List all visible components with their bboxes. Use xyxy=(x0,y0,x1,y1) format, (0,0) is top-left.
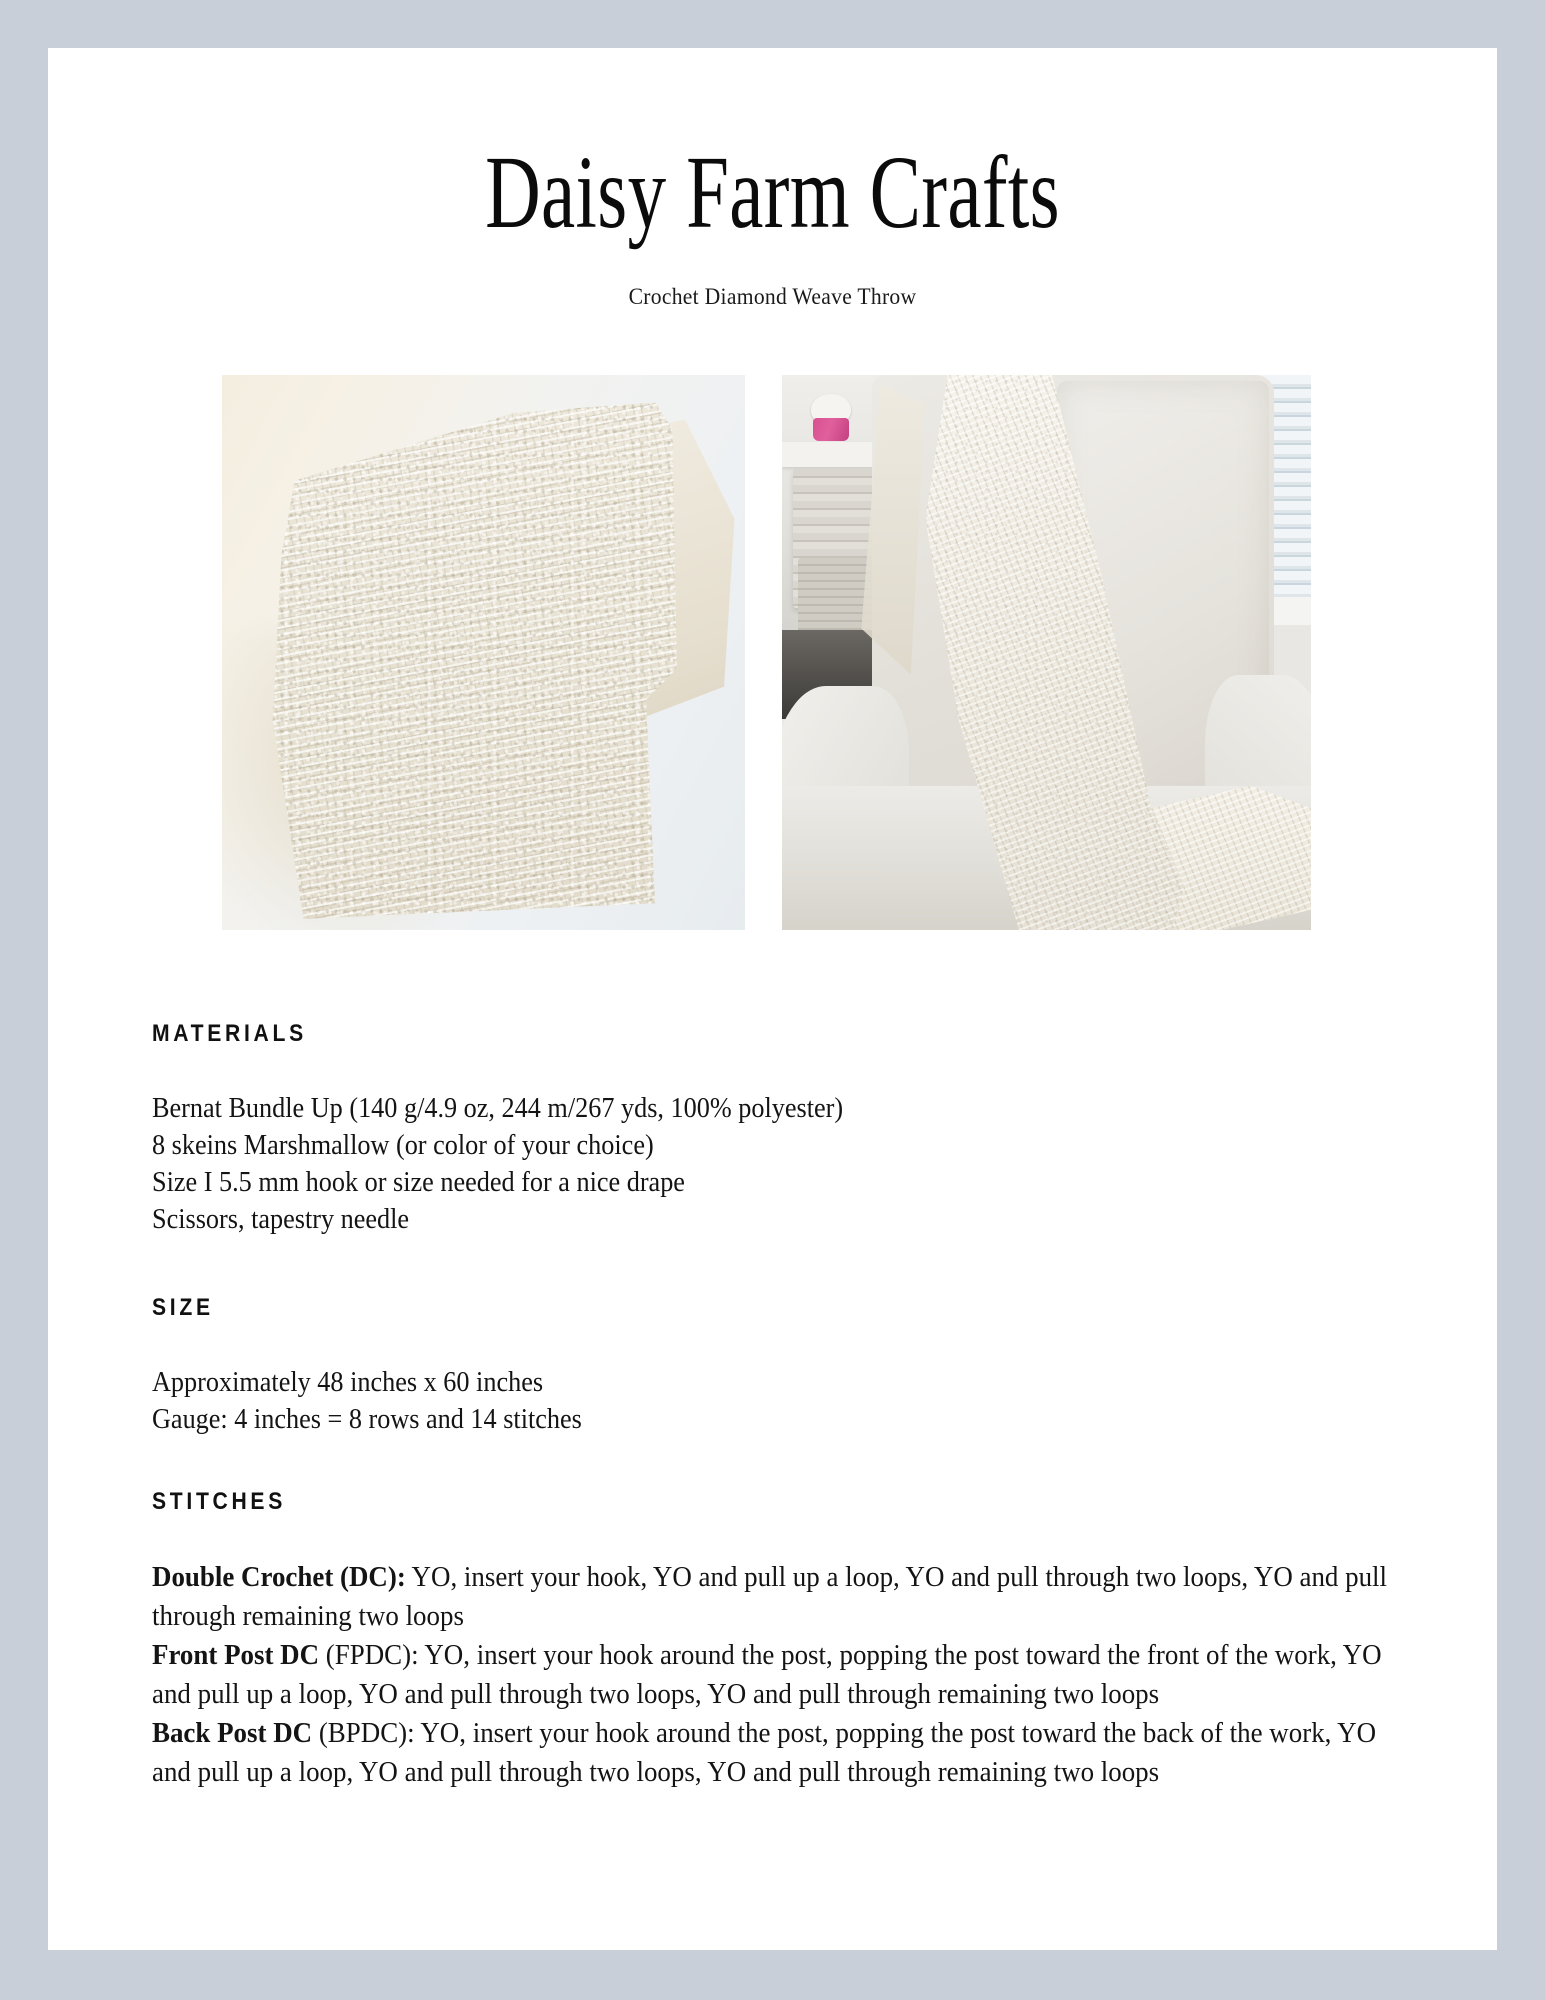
stitch-definition-dc xyxy=(152,1562,1387,1632)
stitch-definitions xyxy=(152,1558,1409,1792)
throw-on-chair-photo xyxy=(782,375,1311,930)
size-list xyxy=(152,1364,1308,1438)
size-line: Approximately 48 inches x 60 inches xyxy=(152,1367,544,1398)
materials-line: 8 skeins Marshmallow (or color of your choice) xyxy=(152,1130,654,1161)
stitch-text: (BPDC): YO, insert your hook around the post, popping the post toward the back of the work, YO and pull up a loop, YO and pull through two loops, YO and pull through remaining two loops xyxy=(152,1718,1377,1788)
page-title: Daisy Farm Crafts xyxy=(485,135,1060,250)
stitch-definition-bpdc xyxy=(152,1718,1376,1788)
size-line: Gauge: 4 inches = 8 rows and 14 stitches xyxy=(152,1404,582,1435)
section-heading-size: SIZE xyxy=(152,1294,214,1321)
stitch-term: Front Post DC xyxy=(152,1640,320,1671)
bird-scarf xyxy=(813,418,849,441)
stitch-term: Back Post DC xyxy=(152,1718,313,1749)
stitch-term: Double Crochet (DC): xyxy=(152,1562,406,1593)
section-spacer xyxy=(152,1438,1408,1488)
section-heading-materials: MATERIALS xyxy=(152,1020,307,1047)
stitch-speckle xyxy=(251,397,690,919)
throw-body xyxy=(251,397,690,919)
materials-line: Size I 5.5 mm hook or size needed for a nice drape xyxy=(152,1167,685,1198)
masthead xyxy=(48,48,1497,310)
section-spacer xyxy=(152,1238,1408,1294)
pattern-subtitle: Crochet Diamond Weave Throw xyxy=(628,284,917,310)
pattern-content xyxy=(152,1020,1408,1792)
document-page xyxy=(48,48,1497,1950)
folded-throw-photo xyxy=(222,375,745,930)
stitch-text: (FPDC): YO, insert your hook around the post, popping the post toward the front of the work, YO and pull up a loop, YO and pull through two loops, YO and pull through remaining two loops xyxy=(152,1640,1382,1710)
stitch-definition-fpdc xyxy=(152,1640,1382,1710)
photo-strip xyxy=(222,375,1311,930)
section-heading-stitches: STITCHES xyxy=(152,1488,287,1515)
materials-line: Scissors, tapestry needle xyxy=(152,1204,410,1235)
stitch-text: YO, insert your hook, YO and pull up a loop, YO and pull through two loops, YO and pull through remaining two loops xyxy=(152,1562,1388,1632)
bird-figurine xyxy=(811,394,851,444)
materials-line: Bernat Bundle Up (140 g/4.9 oz, 244 m/267 yds, 100% polyester) xyxy=(152,1093,844,1124)
materials-list xyxy=(152,1090,1308,1238)
